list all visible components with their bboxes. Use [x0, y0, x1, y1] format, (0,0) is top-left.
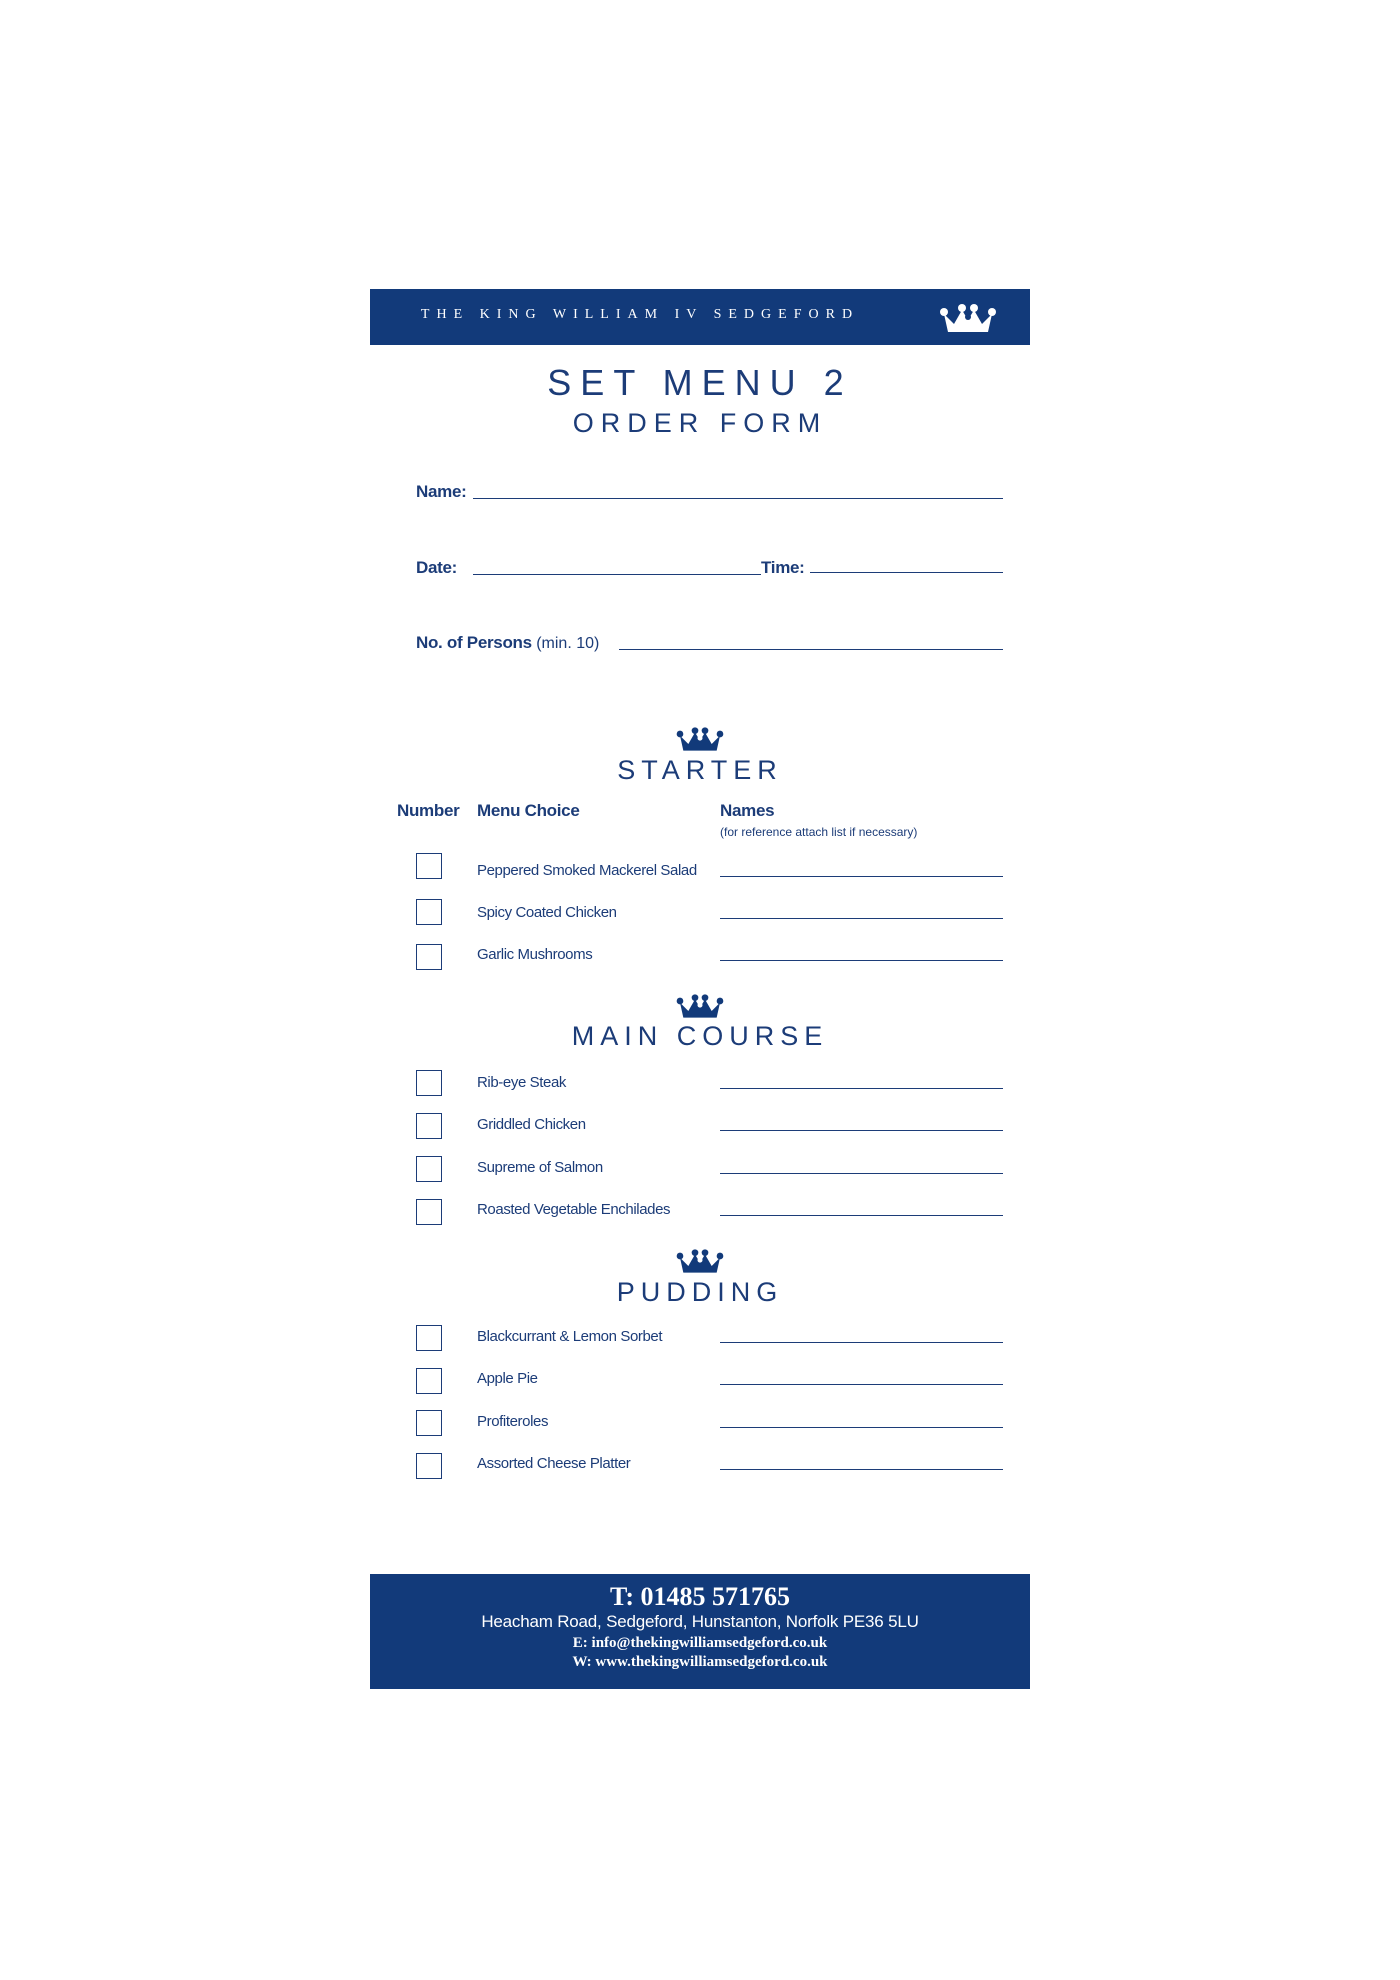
main-item-names-line[interactable]	[720, 1130, 1003, 1131]
pudding-item-label: Assorted Cheese Platter	[477, 1455, 631, 1472]
starter-item-names-line[interactable]	[720, 960, 1003, 961]
name-field-line[interactable]	[473, 498, 1003, 499]
starter-item-checkbox[interactable]	[416, 944, 442, 970]
time-field-line[interactable]	[810, 572, 1003, 573]
starter-item-label: Garlic Mushrooms	[477, 946, 593, 963]
pudding-item-names-line[interactable]	[720, 1384, 1003, 1385]
main-item-label: Roasted Vegetable Enchilades	[477, 1201, 671, 1218]
name-label: Name:	[416, 482, 467, 501]
footer-website[interactable]: W: www.thekingwilliamsedgeford.co.uk	[572, 1654, 828, 1670]
time-label: Time:	[761, 558, 805, 577]
pudding-item-label: Blackcurrant & Lemon Sorbet	[477, 1328, 663, 1345]
starter-item-checkbox[interactable]	[416, 899, 442, 925]
main-item-names-line[interactable]	[720, 1173, 1003, 1174]
starter-item-label: Spicy Coated Chicken	[477, 904, 617, 921]
pudding-item-names-line[interactable]	[720, 1342, 1003, 1343]
column-header-number: Number	[397, 801, 460, 820]
main-item-checkbox[interactable]	[416, 1113, 442, 1139]
section-title-starter: STARTER	[617, 755, 783, 785]
names-note: (for reference attach list if necessary)	[720, 825, 918, 839]
date-label: Date:	[416, 558, 458, 577]
main-item-checkbox[interactable]	[416, 1070, 442, 1096]
venue-name: THE KING WILLIAM IV SEDGEFORD	[420, 307, 860, 322]
footer-email[interactable]: E: info@thekingwilliamsedgeford.co.uk	[572, 1635, 828, 1651]
footer-phone: T: 01485 571765	[609, 1582, 791, 1611]
starter-item-names-line[interactable]	[720, 918, 1003, 919]
pudding-item-checkbox[interactable]	[416, 1410, 442, 1436]
column-header-menu-choice: Menu Choice	[477, 801, 580, 820]
pudding-item-label: Apple Pie	[477, 1370, 538, 1387]
pudding-item-names-line[interactable]	[720, 1427, 1003, 1428]
starter-item-checkbox[interactable]	[416, 853, 442, 879]
starter-item-names-line[interactable]	[720, 876, 1003, 877]
persons-field	[416, 633, 599, 653]
main-item-checkbox[interactable]	[416, 1199, 442, 1225]
crown-icon	[938, 300, 998, 336]
footer-band	[370, 1574, 1030, 1689]
column-header-names: Names	[720, 801, 775, 820]
persons-note: (min. 10)	[536, 635, 600, 652]
page-subtitle: ORDER FORM	[572, 408, 828, 438]
persons-label: No. of Persons	[416, 633, 532, 652]
main-item-checkbox[interactable]	[416, 1156, 442, 1182]
pudding-crown-icon	[0, 1246, 1400, 1281]
pudding-item-names-line[interactable]	[720, 1469, 1003, 1470]
pudding-item-checkbox[interactable]	[416, 1368, 442, 1394]
main-item-label: Griddled Chicken	[477, 1116, 586, 1133]
pudding-item-checkbox[interactable]	[416, 1325, 442, 1351]
main-item-names-line[interactable]	[720, 1215, 1003, 1216]
footer-address: Heacham Road, Sedgeford, Hunstanton, Norfolk PE36 5LU	[481, 1612, 919, 1631]
date-field-line[interactable]	[473, 574, 761, 575]
pudding-item-label: Profiteroles	[477, 1413, 549, 1430]
section-title-main-course: MAIN COURSE	[571, 1021, 829, 1051]
page-title: SET MENU 2	[547, 362, 853, 403]
pudding-item-checkbox[interactable]	[416, 1453, 442, 1479]
main-item-label: Rib-eye Steak	[477, 1074, 567, 1091]
header-band	[370, 289, 1030, 345]
persons-field-line[interactable]	[619, 649, 1003, 650]
starter-crown-icon	[0, 724, 1400, 759]
main-item-label: Supreme of Salmon	[477, 1159, 603, 1176]
main-item-names-line[interactable]	[720, 1088, 1003, 1089]
section-title-pudding: PUDDING	[616, 1277, 784, 1307]
starter-item-label: Peppered Smoked Mackerel Salad	[477, 862, 697, 879]
